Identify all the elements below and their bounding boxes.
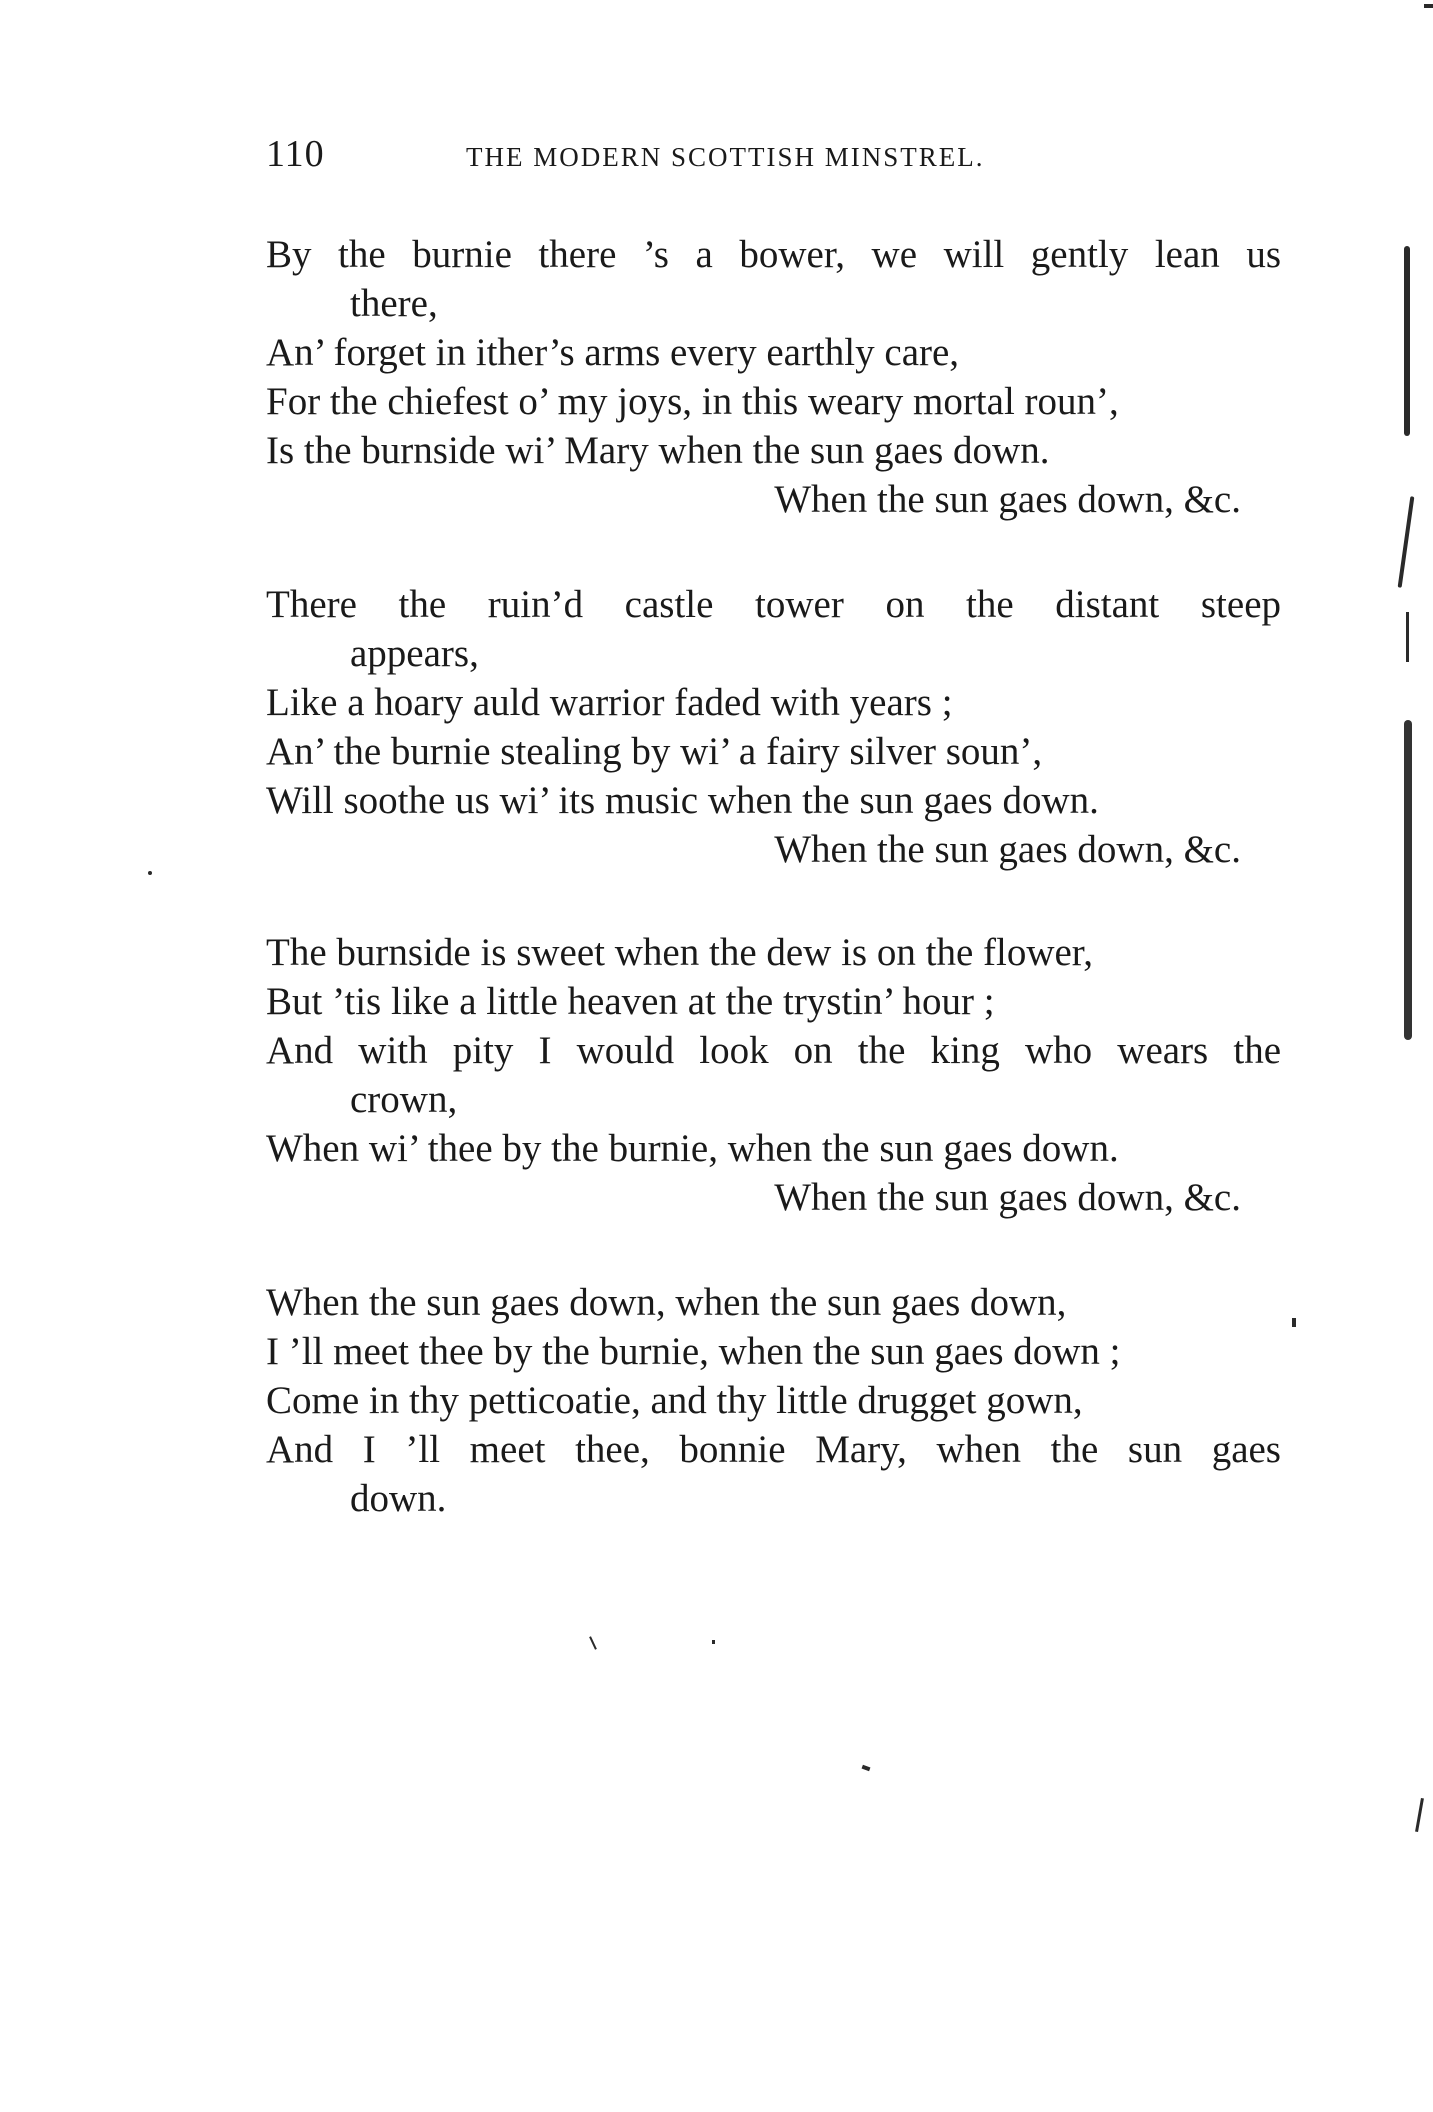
verse-line: But ’tis like a little heaven at the trystin’ hour ;: [266, 980, 995, 1023]
scan-artifact: [1415, 1798, 1424, 1832]
verse-line-continuation: appears,: [350, 632, 479, 675]
refrain-line: When the sun gaes down, &c.: [774, 828, 1241, 871]
verse-line-continuation: down.: [350, 1477, 447, 1520]
stanza-2: [266, 580, 1281, 874]
verse-line: Come in thy petticoatie, and thy little drugget gown,: [266, 1379, 1083, 1422]
verse-line: There the ruin’d castle tower on the distant steep: [266, 583, 1281, 626]
verse-line: And with pity I would look on the king who wears the: [266, 1029, 1281, 1072]
verse-line: When wi’ thee by the burnie, when the sun gaes down.: [266, 1127, 1119, 1170]
scan-artifact: [862, 1765, 871, 1771]
verse-line: The burnside is sweet when the dew is on the flower,: [266, 931, 1093, 974]
stanza-4: [266, 1278, 1281, 1523]
verse-line: An’ the burnie stealing by wi’ a fairy silver soun’,: [266, 730, 1043, 773]
verse-line: An’ forget in ither’s arms every earthly care,: [266, 331, 960, 374]
page-number: 110: [266, 133, 325, 175]
verse-line-continuation: there,: [350, 282, 438, 325]
scan-artifact: [1406, 612, 1409, 662]
refrain-line: When the sun gaes down, &c.: [774, 478, 1241, 521]
refrain-line: When the sun gaes down, &c.: [774, 1176, 1241, 1219]
verse-line-continuation: crown,: [350, 1078, 458, 1121]
stanza-3: [266, 928, 1281, 1222]
verse-line: Like a hoary auld warrior faded with years ;: [266, 681, 953, 724]
scan-artifact: [148, 871, 152, 875]
scan-artifact: [1404, 246, 1410, 436]
scan-artifact: [1292, 1318, 1296, 1327]
running-title: THE MODERN SCOTTISH MINSTREL.: [466, 142, 985, 172]
scan-artifact: [712, 1640, 715, 1644]
verse-line: I ’ll meet thee by the burnie, when the sun gaes down ;: [266, 1330, 1121, 1373]
scan-artifact: [1398, 496, 1415, 588]
stanza-1: [266, 230, 1281, 524]
verse-line: For the chiefest o’ my joys, in this weary mortal roun’,: [266, 380, 1119, 423]
verse-line: When the sun gaes down, when the sun gaes down,: [266, 1281, 1067, 1324]
verse-line: Will soothe us wi’ its music when the sun gaes down.: [266, 779, 1099, 822]
scan-artifact: [1424, 4, 1433, 8]
verse-line: By the burnie there ’s a bower, we will gently lean us: [266, 233, 1281, 276]
scan-artifact: [1404, 720, 1412, 1040]
verse-line: And I ’ll meet thee, bonnie Mary, when the sun gaes: [266, 1428, 1281, 1471]
verse-line: Is the burnside wi’ Mary when the sun gaes down.: [266, 429, 1050, 472]
scan-artifact: [589, 1636, 597, 1650]
